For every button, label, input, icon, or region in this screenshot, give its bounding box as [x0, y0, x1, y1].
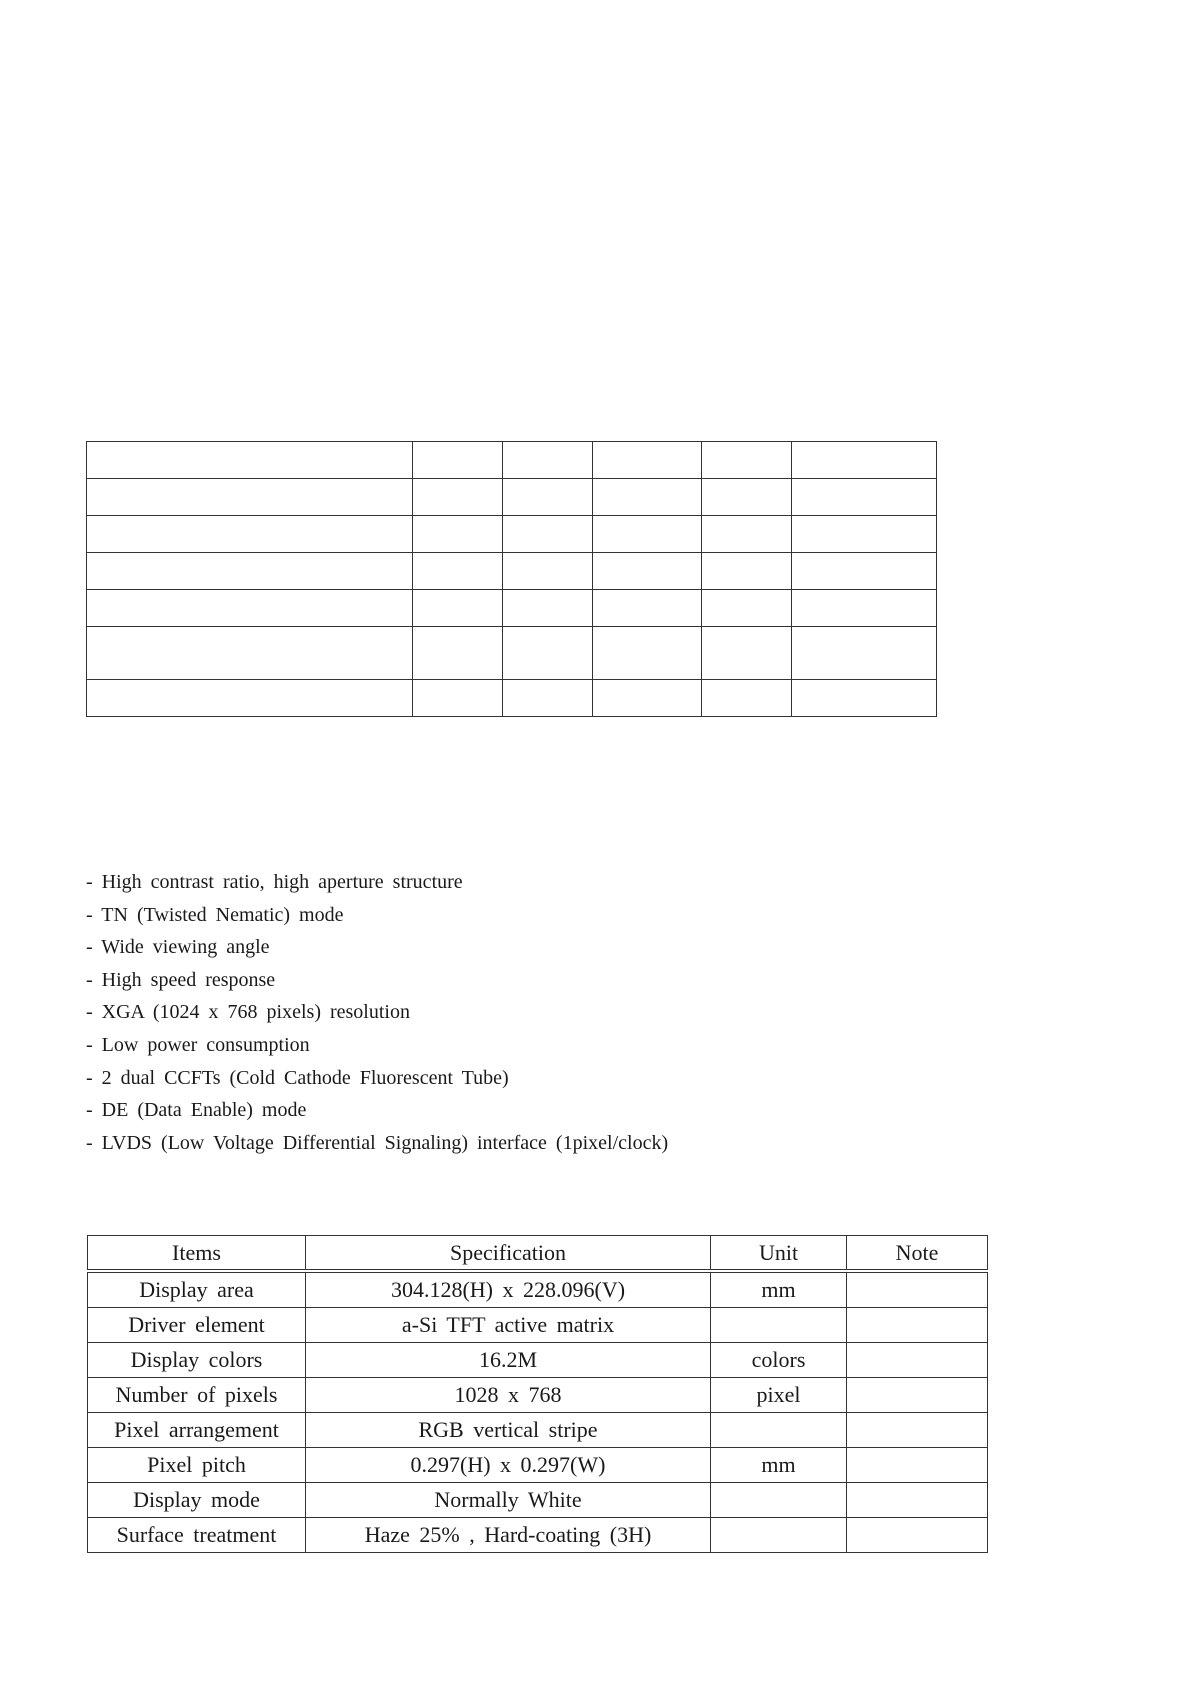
cell-unit [711, 1483, 847, 1518]
cell-specification: Normally White [306, 1483, 711, 1518]
header-items: Items [88, 1236, 306, 1272]
table-row [87, 516, 937, 553]
table-row [87, 553, 937, 590]
cell-note [847, 1378, 988, 1413]
cell-item: Pixel arrangement [88, 1413, 306, 1448]
table-row [88, 1271, 988, 1308]
list-item: - High contrast ratio, high aperture structure [86, 871, 463, 893]
cell-unit [711, 1413, 847, 1448]
table-row [88, 1518, 988, 1553]
list-item: - Wide viewing angle [86, 936, 270, 959]
cell-note [847, 1483, 988, 1518]
cell-item: Driver element [88, 1308, 306, 1343]
table-row [88, 1448, 988, 1483]
cell-note [847, 1271, 988, 1308]
table-row [87, 479, 937, 516]
header-unit: Unit [711, 1236, 847, 1272]
list-item: - XGA (1024 x 768 pixels) resolution [86, 1001, 410, 1024]
cell-item: Display area [88, 1271, 306, 1308]
cell-unit: colors [711, 1343, 847, 1378]
list-item: - 2 dual CCFTs (Cold Cathode Fluorescent Tube) [86, 1066, 509, 1089]
cell-specification: 0.297(H) x 0.297(W) [306, 1448, 711, 1483]
table-row [88, 1413, 988, 1448]
cell-specification: 1028 x 768 [306, 1378, 711, 1413]
cell-unit: pixel [711, 1378, 847, 1413]
table-row [87, 442, 937, 479]
list-item: - TN (Twisted Nematic) mode [86, 903, 344, 926]
cell-note [847, 1448, 988, 1483]
specification-table [87, 1235, 988, 1553]
cell-unit [711, 1518, 847, 1553]
cell-specification: RGB vertical stripe [306, 1413, 711, 1448]
table-row [88, 1308, 988, 1343]
cell-item: Display colors [88, 1343, 306, 1378]
cell-specification: 304.128(H) x 228.096(V) [306, 1271, 711, 1308]
list-item: - Low power consumption [86, 1033, 310, 1056]
header-note: Note [847, 1236, 988, 1272]
cell-note [847, 1518, 988, 1553]
cell-item: Display mode [88, 1483, 306, 1518]
table-row [87, 627, 937, 680]
cell-item: Pixel pitch [88, 1448, 306, 1483]
list-item: - High speed response [86, 968, 276, 991]
table-row [87, 680, 937, 717]
cell-specification: a-Si TFT active matrix [306, 1308, 711, 1343]
cell-note [847, 1308, 988, 1343]
table-row [87, 590, 937, 627]
cell-item: Number of pixels [88, 1378, 306, 1413]
cell-note [847, 1343, 988, 1378]
empty-grid-table [86, 441, 937, 717]
cell-unit [711, 1308, 847, 1343]
table-row [88, 1378, 988, 1413]
cell-unit: mm [711, 1448, 847, 1483]
table-row [88, 1483, 988, 1518]
cell-specification: Haze 25% , Hard-coating (3H) [306, 1518, 711, 1553]
cell-note [847, 1413, 988, 1448]
feature-list [86, 866, 668, 1159]
list-item: - LVDS (Low Voltage Differential Signaling) interface (1pixel/clock) [86, 1131, 669, 1154]
table-header-row [88, 1236, 988, 1272]
cell-item: Surface treatment [88, 1518, 306, 1553]
cell-specification: 16.2M [306, 1343, 711, 1378]
header-specification: Specification [306, 1236, 711, 1272]
table-row [88, 1343, 988, 1378]
cell-unit: mm [711, 1271, 847, 1308]
list-item: - DE (Data Enable) mode [86, 1099, 307, 1122]
